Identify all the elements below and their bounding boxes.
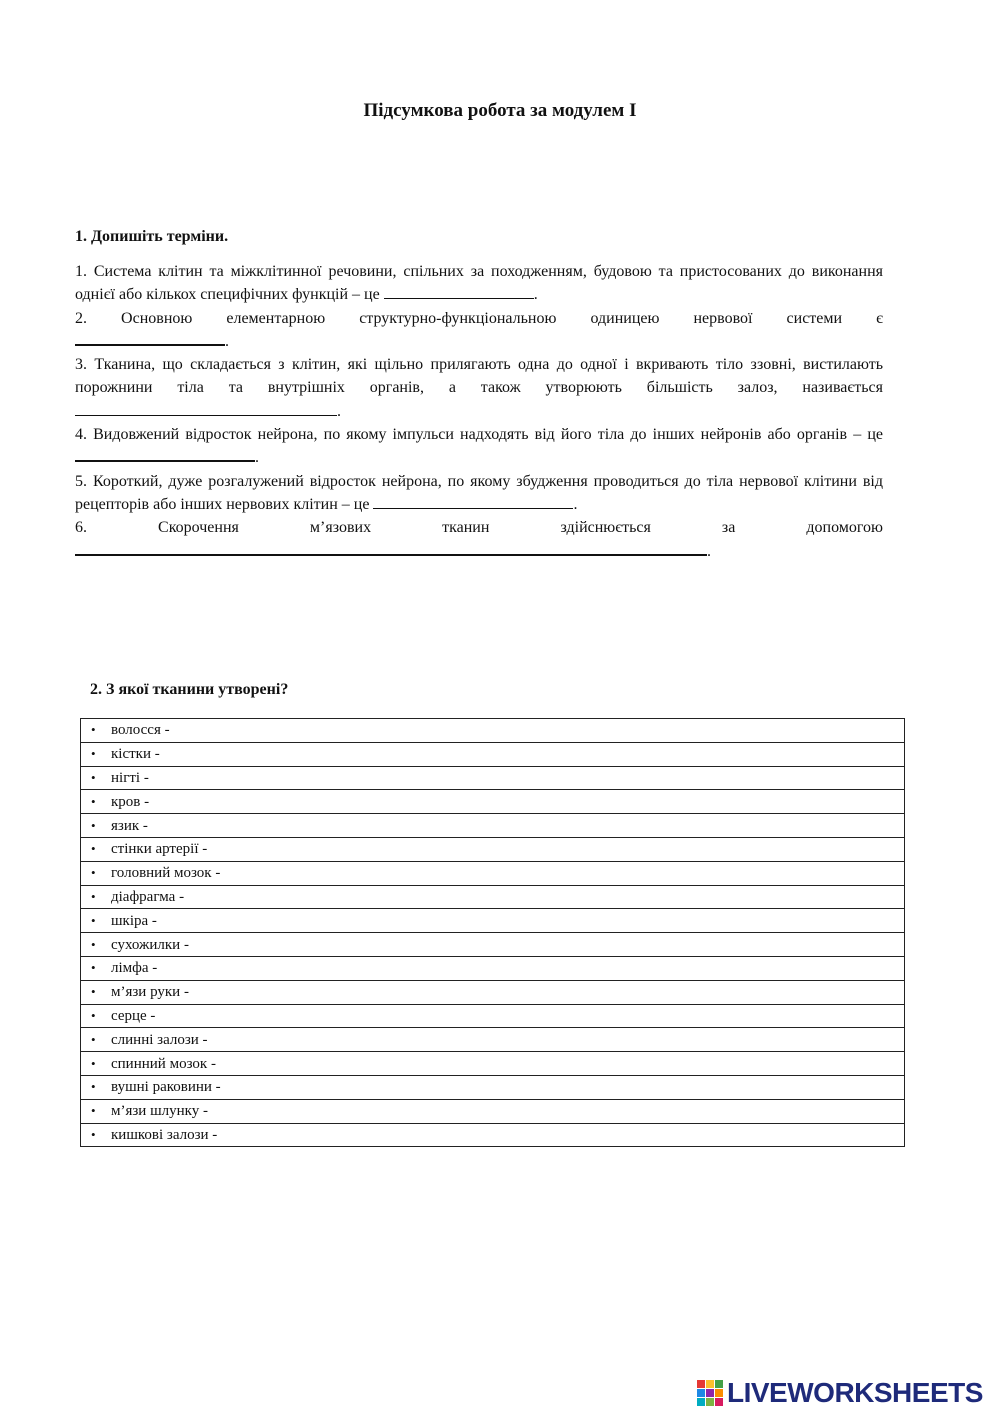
bullet-icon: • [91,1031,96,1047]
logo-square [697,1389,705,1397]
bullet-icon: • [91,1079,96,1095]
bullet-icon: • [91,841,96,857]
term-item-3-end: . [337,402,341,420]
term-item-2-cont [75,330,883,353]
table-row [81,861,905,885]
row-label: язик - [111,817,148,834]
term-item-3 [75,353,883,423]
term-item-6 [75,516,883,539]
term-item-1-text: 1. Система клітин та міжклітинної речовини, спільних за походженням, будовою та пристосованих до виконання однієї або кількох специфічних функцій – це [75,263,883,304]
row-label: діафрагма - [111,888,185,905]
bullet-icon: • [91,960,96,976]
answer-blank-6[interactable] [75,540,707,556]
section2-heading: 2. З якої тканини утворені? [90,681,289,698]
term-item-5 [75,470,883,517]
table-row [81,1052,905,1076]
table-cell[interactable] [81,885,905,909]
logo-mark-icon [697,1380,723,1406]
term-item-4-end: . [255,449,259,467]
answer-blank-2[interactable] [75,330,225,346]
logo-square [706,1389,714,1397]
bullet-icon: • [91,865,96,881]
bullet-icon: • [91,1126,96,1142]
bullet-icon: • [91,769,96,785]
answer-blank-1[interactable] [384,284,534,299]
table-row [81,742,905,766]
table-row [81,1028,905,1052]
answer-blank-4[interactable] [75,446,255,462]
logo-square [715,1398,723,1406]
row-label: кров - [111,793,150,810]
bullet-icon: • [91,746,96,762]
table-cell[interactable] [81,790,905,814]
table-cell[interactable] [81,837,905,861]
table-cell[interactable] [81,1123,905,1147]
table-row [81,766,905,790]
term-item-4 [75,423,883,470]
answer-blank-3[interactable] [75,401,337,416]
row-label: головний мозок - [111,865,221,882]
term-item-6-end: . [707,542,711,560]
logo-square [706,1380,714,1388]
row-label: серце - [111,1007,156,1024]
table-cell[interactable] [81,1052,905,1076]
table-cell[interactable] [81,956,905,980]
logo-square [697,1380,705,1388]
table-cell[interactable] [81,1004,905,1028]
term-item-5-end: . [573,495,578,513]
logo-text: LIVEWORKSHEETS [727,1377,983,1408]
section1-items [75,260,883,563]
row-label: кістки - [111,746,160,763]
row-label: м’язи руки - [111,984,189,1001]
row-label: шкіра - [111,912,157,929]
row-label: лімфа - [111,960,158,977]
bullet-icon: • [91,1103,96,1119]
answer-blank-5[interactable] [373,494,573,509]
bullet-icon: • [91,722,96,738]
bullet-icon: • [91,912,96,928]
table-row [81,1099,905,1123]
term-item-6-text: 6. Скорочення м’язових тканин здійснюється за допомогою [75,519,883,537]
table-row [81,719,905,743]
bullet-icon: • [91,1055,96,1071]
row-label: вушні раковини - [111,1079,221,1096]
row-label: м’язи шлунку - [111,1103,208,1120]
logo-square [706,1398,714,1406]
table-row [81,885,905,909]
section1-heading: 1. Допишіть терміни. [75,228,229,245]
table-cell[interactable] [81,719,905,743]
row-label: стінки артерії - [111,841,208,858]
table-row [81,837,905,861]
table-cell[interactable] [81,861,905,885]
term-item-2-text: 2. Основною елементарною структурно-функціональною одиницею нервової системи є [75,309,883,327]
page-title: Підсумкова робота за модулем I [363,100,637,121]
table-cell[interactable] [81,766,905,790]
bullet-icon: • [91,793,96,809]
bullet-icon: • [91,817,96,833]
table-row [81,814,905,838]
table-row [81,933,905,957]
bullet-icon: • [91,984,96,1000]
logo-square [715,1380,723,1388]
table-cell[interactable] [81,1075,905,1099]
table-row [81,956,905,980]
table-cell[interactable] [81,1099,905,1123]
bullet-icon: • [91,1007,96,1023]
bullet-icon: • [91,936,96,952]
table-row [81,980,905,1004]
row-label: спинний мозок - [111,1055,216,1072]
row-label: нігті - [111,769,149,786]
table-row [81,1075,905,1099]
table-cell[interactable] [81,980,905,1004]
logo-square [697,1398,705,1406]
term-item-3-text: 3. Тканина, що складається з клітин, які щільно прилягають одна до одної і вкривають тіло ззовні, вистилають порожнини тіла та внутрішніх органів, а також утворюють більшість залоз, називається [75,356,883,397]
row-label: сухожилки - [111,936,189,953]
tissue-table [80,718,905,1147]
term-item-1 [75,260,883,307]
table-cell[interactable] [81,933,905,957]
row-label: слинні залози - [111,1031,208,1048]
term-item-1-end: . [533,286,538,304]
table-cell[interactable] [81,1028,905,1052]
bullet-icon: • [91,888,96,904]
logo-square [715,1389,723,1397]
term-item-2-end: . [225,332,229,350]
liveworksheets-logo [697,1378,983,1408]
row-label: кишкові залози - [111,1126,218,1143]
table-row [81,1123,905,1147]
table-cell[interactable] [81,814,905,838]
table-cell[interactable] [81,909,905,933]
term-item-4-text: 4. Видовжений відросток нейрона, по якому імпульси надходять від його тіла до інших нейронів або органів – це [75,426,883,444]
table-row [81,790,905,814]
row-label: волосся - [111,722,170,739]
table-row [81,1004,905,1028]
table-row [81,909,905,933]
table-cell[interactable] [81,742,905,766]
term-item-6-cont [75,540,883,563]
term-item-2 [75,307,883,330]
term-item-5-text: 5. Короткий, дуже розгалужений відросток нейрона, по якому збудження проводиться до тіла нервової клітини від рецепторів або інших нервових клітин – це [75,472,883,513]
